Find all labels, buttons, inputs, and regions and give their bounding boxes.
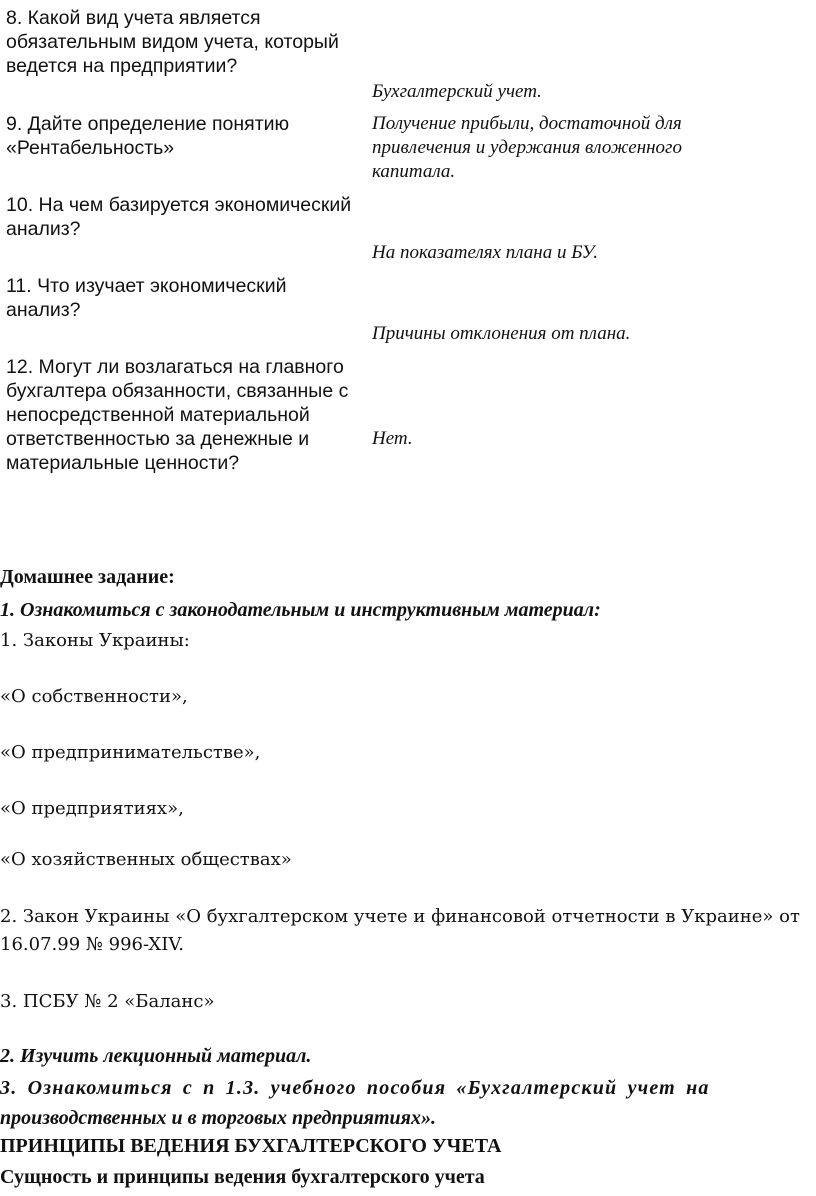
answer-10: На показателях плана и БУ. <box>372 242 599 263</box>
question-10: 10. На чем базируется экономический анализ? <box>6 194 352 240</box>
item-2-line-2: 16.07.99 № 996-XIV. <box>0 934 184 955</box>
homework-task-2: 2. Изучить лекционный материал. <box>0 1045 312 1067</box>
section-subheading: Сущность и принципы ведения бухгалтерского учета <box>0 1166 485 1188</box>
item-3: 3. ПСБУ № 2 «Баланс» <box>0 991 215 1012</box>
homework-task-3-line-1: 3. Ознакомиться с п 1.3. учебного пособия «Бухгалтерский учет на <box>0 1077 710 1099</box>
homework-task-1: 1. Ознакомиться с законодательным и инструктивным материал: <box>0 599 601 621</box>
homework-task-3-line-2: производственных и в торговых предприятиях». <box>0 1107 436 1129</box>
item-2-line-1: 2. Закон Украины «О бухгалтерском учете и финансовой отчетности в Украине» от <box>0 906 800 927</box>
question-12: 12. Могут ли возлагаться на главного бухгалтера обязанности, связанные с непосредственной материальной ответственностью за денежные и материальные ценности? <box>6 356 349 474</box>
section-heading: ПРИНЦИПЫ ВЕДЕНИЯ БУХГАЛТЕРСКОГО УЧЕТА <box>0 1135 502 1157</box>
question-8: 8. Какой вид учета является обязательным видом учета, который ведется на предприятии? <box>6 7 339 77</box>
answer-8: Бухгалтерский учет. <box>372 81 542 102</box>
law-item: «О предприятиях», <box>0 798 184 819</box>
answer-12: Нет. <box>372 428 413 449</box>
law-item: «О предпринимательстве», <box>0 742 261 763</box>
law-item: «О хозяйственных обществах» <box>0 849 292 870</box>
question-9: 9. Дайте определение понятию «Рентабельность» <box>6 113 290 159</box>
answer-9: Получение прибыли, достаточной для привлечения и удержания вложенного капитала. <box>372 113 682 182</box>
laws-intro: 1. Законы Украины: <box>0 630 190 651</box>
law-item: «О собственности», <box>0 686 188 707</box>
answer-11: Причины отклонения от плана. <box>372 323 631 344</box>
homework-title: Домашнее задание: <box>0 566 175 588</box>
question-11: 11. Что изучает экономический анализ? <box>6 275 287 321</box>
